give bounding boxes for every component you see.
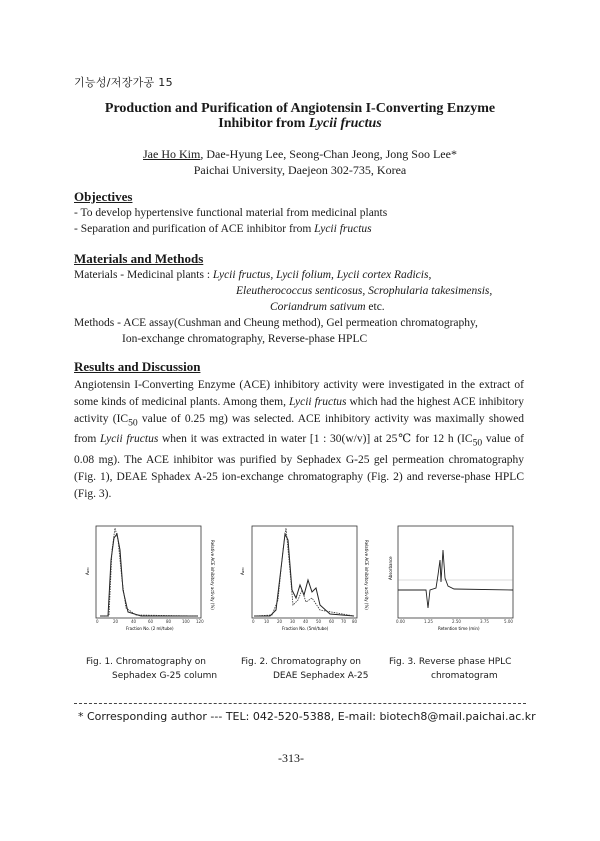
objective-item: - To develop hypertensive functional material from medicinal plants xyxy=(74,207,388,219)
results-heading: Results and Discussion xyxy=(74,359,201,374)
x-tick: 20 xyxy=(113,619,119,624)
x-tick: 5.00 xyxy=(504,619,513,624)
author-list: Jae Ho Kim, Dae-Hyung Lee, Seong-Chan Jeong, Jong Soo Lee* xyxy=(143,147,457,161)
x-tick: 40 xyxy=(303,619,309,624)
footnote-divider xyxy=(74,703,526,704)
figure-2-chart xyxy=(240,520,370,642)
y-axis-label: A₂₈₀ xyxy=(85,567,90,575)
figure-1-caption: Fig. 1. Chromatography on Sephadex G-25 column xyxy=(86,657,218,681)
methods-line: Methods - ACE assay(Cushman and Cheung method), Gel permeation chromatography, xyxy=(74,317,478,329)
paper-title xyxy=(40,101,560,131)
title-line-2: Inhibitor from Lycii fructus xyxy=(218,116,382,131)
x-axis-label: Retention time (min) xyxy=(438,626,480,631)
x-tick: 40 xyxy=(131,619,137,624)
presenting-author: Jae Ho Kim xyxy=(143,147,201,161)
x-axis-label: Fraction No. (2 ml/tube) xyxy=(126,626,174,631)
x-tick: 20 xyxy=(277,619,283,624)
y-axis-label: A₂₈₀ xyxy=(240,567,245,575)
x-tick: 100 xyxy=(182,619,190,624)
x-tick: 10 xyxy=(264,619,270,624)
x-tick: 0 xyxy=(252,619,255,624)
plot-frame xyxy=(252,526,357,618)
corresponding-author-note: * Corresponding author --- TEL: 042-520-5388, E-mail: biotech8@mail.paichai.ac.kr xyxy=(78,710,536,723)
figure-1-chart xyxy=(86,520,216,642)
objective-item: - Separation and purification of ACE inhibitor from Lycii fructus xyxy=(74,223,372,235)
x-tick: 3.75 xyxy=(480,619,489,624)
session-label: 기능성/저장가공 15 xyxy=(74,76,173,89)
series-activity xyxy=(254,528,354,616)
figure-3-chart xyxy=(388,520,523,642)
figure-2-caption: Fig. 2. Chromatography on DEAE Sephadex A-25 xyxy=(241,657,369,681)
x-tick: 120 xyxy=(196,619,204,624)
results-paragraph: Angiotensin I-Converting Enzyme (ACE) inhibitory activity were investigated in the extract of some kinds of medicinal plants. Among them, Lycii fructus which had the highest ACE inhibitory activity ($IC_{50}$ value of 0.25 mg) was selected. ACE inhibitory activity was maximally showed from Lycii fructus when it was extracted in water [1 : 30(w/v)] at 25℃ for 12 h ($IC_{50}$ value of 0.08 mg). The ACE inhibitor was purified by Sephadex G-25 gel permeation chromatography (Fig. 1), DEAE Sphadex A-25 ion-exchange chromatography (Fig. 2) and reverse-phase HPLC (Fig. 3). xyxy=(74,379,524,500)
x-tick: 80 xyxy=(352,619,358,624)
y-axis-label: Absorbance xyxy=(388,556,393,580)
plot-frame xyxy=(96,526,201,618)
methods-line: Ion-exchange chromatography, Reverse-phase HPLC xyxy=(122,333,368,345)
x-axis-label: Fraction No. (5ml/tube) xyxy=(282,626,329,631)
objectives-heading: Objectives xyxy=(74,189,133,204)
series-activity xyxy=(100,528,198,616)
title-line-1: Production and Purification of Angiotensin I-Converting Enzyme xyxy=(104,101,496,116)
x-tick: 50 xyxy=(316,619,322,624)
page-number: -313- xyxy=(278,751,304,765)
x-tick: 0.00 xyxy=(396,619,405,624)
x-tick: 60 xyxy=(148,619,154,624)
methods-heading: Materials and Methods xyxy=(74,251,204,266)
series-absorbance xyxy=(254,534,354,616)
materials-line: Materials - Medicinal plants : Lycii fructus, Lycii folium, Lycii cortex Radicis, xyxy=(74,269,432,281)
x-tick: 1.25 xyxy=(424,619,433,624)
x-tick: 30 xyxy=(290,619,296,624)
y2-axis-label: Relative ACE inhibitory activity (%) xyxy=(364,540,369,610)
x-tick: 60 xyxy=(329,619,335,624)
series-absorbance xyxy=(100,534,198,616)
objectives-list xyxy=(74,205,387,237)
x-tick: 70 xyxy=(341,619,347,624)
plot-frame xyxy=(398,526,513,618)
series-chromatogram xyxy=(398,550,513,608)
materials-line: Coriandrum sativum etc. xyxy=(270,301,385,313)
materials-block xyxy=(74,267,534,347)
affiliation: Paichai University, Daejeon 302-735, Korea xyxy=(193,163,407,177)
x-tick: 2.50 xyxy=(452,619,461,624)
figure-3-caption: Fig. 3. Reverse phase HPLC chromatogram xyxy=(389,657,512,681)
x-tick: 0 xyxy=(96,619,99,624)
author-block xyxy=(60,146,540,178)
x-tick: 80 xyxy=(166,619,172,624)
materials-line: Eleutherococcus senticosus, Scrophularia takesimensis, xyxy=(236,285,493,297)
y2-axis-label: Relative ACE inhibitory activity (%) xyxy=(210,540,215,610)
